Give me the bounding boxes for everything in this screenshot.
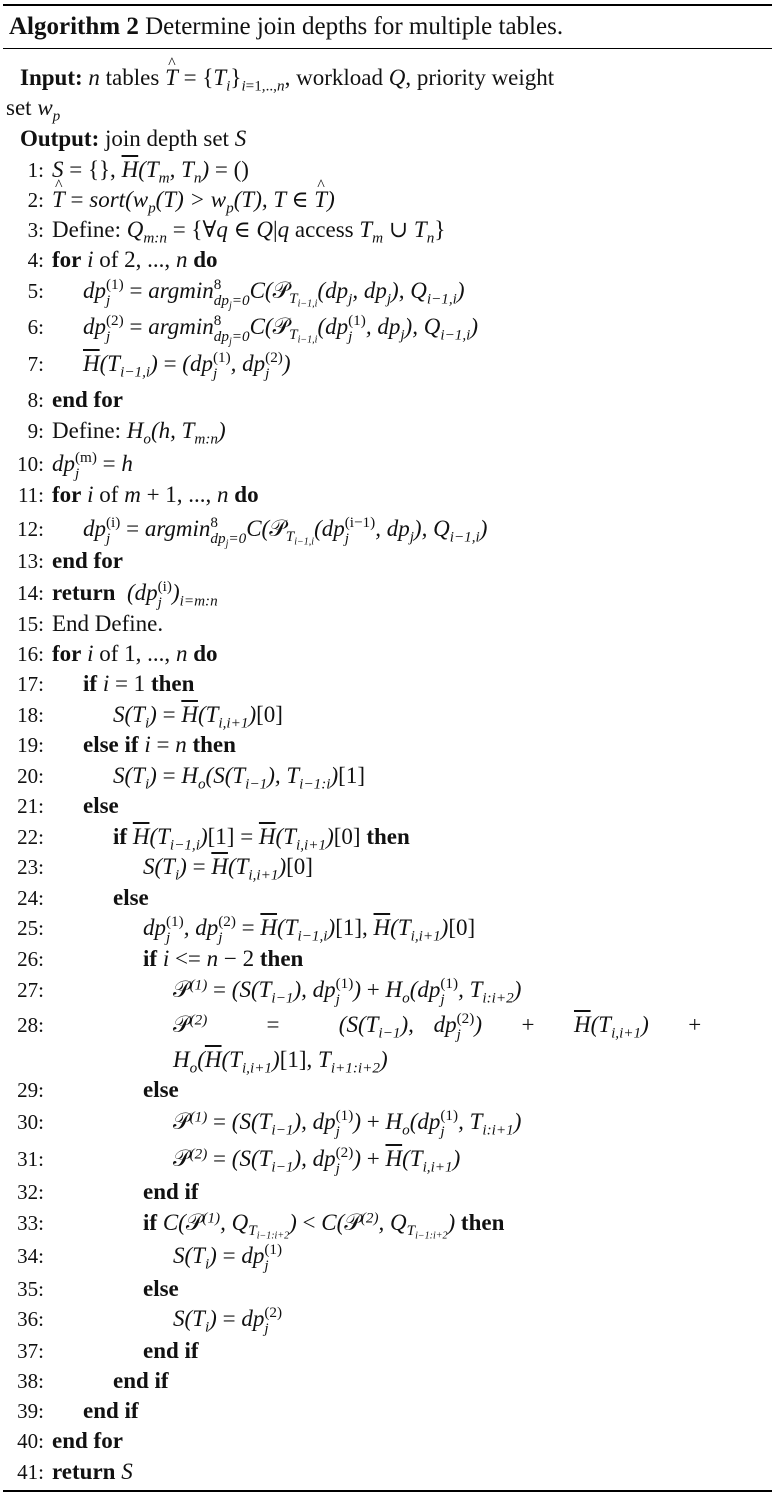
line-number: 14: <box>17 581 44 605</box>
line-number: 6: <box>27 315 44 339</box>
algo-line-14 <box>3 578 772 612</box>
algo-line-12 <box>3 514 772 550</box>
line-text: if $\overline{H}(T_{i-1,i})[1] = \overline{H}(T_{i,i+1})[0]$ then <box>113 824 410 854</box>
algo-line-16 <box>3 639 772 669</box>
line-text: Define: $Q_{m:n}$ = {∀q ∈ Q|q access $T_m$ ∪ $T_n$} <box>52 217 446 247</box>
line-text: $S(T_i)$ = dp (2) j <box>173 1304 283 1338</box>
line-number: 19: <box>17 733 44 757</box>
line-number: 39: <box>17 1399 44 1423</box>
line-text: $S(T_i) = \overline{H}(T_{i,i+1})[0]$ <box>143 854 313 884</box>
line-text: dp (i) j = argmin 8 $dp_j=0$ C(𝒫$_{T_{i-1,i}}$(dp (i−1) j , $dp_j$), $Q_{i-1,i}$) <box>83 514 488 550</box>
line-number: 24: <box>17 886 44 910</box>
line-number: 9: <box>27 419 44 443</box>
line-text: end for <box>52 1428 123 1453</box>
algo-line-13 <box>3 546 772 576</box>
line-text: 𝒫$^{(1)}$ = ($S(T_{i-1})$, dp (1) j ) + $H_o(dp$ (1) j , $T_{i:i+1}$) <box>173 1107 522 1141</box>
algo-line-32 <box>3 1177 772 1207</box>
line-number: 33: <box>17 1211 44 1235</box>
input-line <box>3 63 772 93</box>
algo-line-33 <box>3 1208 772 1242</box>
line-number: 1: <box>27 158 44 182</box>
line-number: 3: <box>27 218 44 242</box>
algo-line-11 <box>3 480 772 510</box>
line-number: 30: <box>17 1110 44 1134</box>
algo-line-27 <box>3 975 772 1009</box>
output-line <box>3 124 772 154</box>
algorithm-block <box>3 4 772 1492</box>
algo-line-15 <box>3 609 772 639</box>
algo-line-26 <box>3 944 772 974</box>
line-number: 21: <box>17 794 44 818</box>
algo-line-1 <box>3 155 772 185</box>
line-text: else <box>143 1276 179 1301</box>
algo-line-10 <box>3 449 772 483</box>
algorithm-label: Algorithm 2 <box>9 13 139 40</box>
line-text: else <box>83 793 119 818</box>
line-number: 31: <box>17 1147 44 1171</box>
algo-line-28-cont <box>3 1045 772 1075</box>
line-number: 11: <box>17 483 44 507</box>
algo-line-38 <box>3 1366 772 1396</box>
line-number: 17: <box>17 672 44 696</box>
algo-line-2 <box>3 185 772 215</box>
algo-line-28 <box>3 1010 772 1044</box>
line-text: for i of 1, ..., n do <box>52 641 218 666</box>
line-text: 𝒫$^{(2)}$ = ($S(T_{i-1})$, dp (2) j ) + $\overline{H}(T_{i,i+1})$ <box>173 1144 461 1178</box>
line-number: 4: <box>27 248 44 272</box>
algo-line-3 <box>3 215 772 245</box>
line-text: end for <box>52 387 123 412</box>
algo-line-24 <box>3 883 772 913</box>
algo-line-8 <box>3 385 772 415</box>
line-text: end if <box>143 1338 199 1363</box>
line-number: 29: <box>17 1078 44 1102</box>
line-number: 7: <box>27 352 44 376</box>
algo-line-22 <box>3 822 772 852</box>
algo-line-25 <box>3 913 772 947</box>
line-text: dp (1) j , dp (2) j = $\overline{H}(T_{i-1,i})[1]$, $\overline{H}(T_{i,i+1})[0]$ <box>143 913 476 947</box>
algo-line-5 <box>3 276 772 312</box>
line-text: dp (1) j = argmin 8 $dp_j=0$ $C(𝒫_{T_{i-1,i}}(dp_j$, $dp_j$), $Q_{i-1,i}$) <box>83 276 465 312</box>
line-number: 36: <box>17 1307 44 1331</box>
algo-line-6 <box>3 312 772 348</box>
algo-line-7 <box>3 349 772 383</box>
line-number: 2: <box>27 188 44 212</box>
algo-line-41 <box>3 1457 772 1487</box>
input-text: n tables ^ $T = \{T_i\}_{i=1,..,n}$, workload Q, priority weight <box>88 65 554 90</box>
algo-line-29 <box>3 1075 772 1105</box>
algo-line-19 <box>3 730 772 760</box>
line-number: 41: <box>17 1460 44 1484</box>
line-number: 20: <box>17 764 44 788</box>
input-text-cont: set $w_p$ <box>6 95 61 125</box>
algo-line-30 <box>3 1107 772 1141</box>
line-text: 𝒫$^{(1)}$ = ($S(T_{i-1})$, dp (1) j ) + $H_o(dp$ (1) j , $T_{i:i+2}$) <box>173 975 522 1009</box>
algo-line-35 <box>3 1274 772 1304</box>
line-text: return (dp (i) j )$_{i=m:n}$ <box>52 578 218 612</box>
line-text: $S(T_i)$ = dp (1) j <box>173 1241 283 1275</box>
line-number: 37: <box>17 1339 44 1363</box>
line-number: 34: <box>17 1244 44 1268</box>
input-label: Input: <box>20 65 83 90</box>
algo-line-9 <box>3 416 772 446</box>
line-text: $\overline{H}(T_{i-1,i}) = (dp$ (1) j , dp (2) j ) <box>83 349 291 383</box>
algo-line-18 <box>3 700 772 730</box>
line-text: if C(𝒫$^{(1)}$, $Q_{T_{i-1:i+2}}$) < C(𝒫$^{(2)}$, $Q_{T_{i-1:i+2}}$) then <box>143 1209 505 1242</box>
line-text: for i of 2, ..., n do <box>52 247 218 272</box>
line-number: 15: <box>17 612 44 636</box>
line-text: else if i = n then <box>83 732 236 757</box>
output-text: join depth set S <box>105 126 247 151</box>
algorithm-body <box>3 49 772 1490</box>
line-text: return S <box>52 1459 133 1484</box>
line-text: End Define. <box>52 611 164 636</box>
line-text: end if <box>83 1398 139 1423</box>
line-number: 35: <box>17 1277 44 1301</box>
line-text: S = {}, $\overline{H}(T_m$, $T_n$) = () <box>52 157 249 187</box>
line-text: Define: $H_o(h$, $T_{m:n}$) <box>52 418 226 448</box>
algorithm-title: Determine join depths for multiple tables. <box>145 13 564 40</box>
line-text: if i = 1 then <box>83 671 195 696</box>
line-text: 𝒫$^{(2)}$ = ($S(T_{i-1})$, dp (2) j ) + $\overline{H}(T_{i,i+1})$ + <box>173 1010 702 1044</box>
line-text: dp (2) j = argmin 8 $dp_j=0$ C(𝒫$_{T_{i-1,i}}$(dp (1) j , $dp_j$), $Q_{i-1,i}$) <box>83 312 479 348</box>
output-label: Output: <box>20 126 100 151</box>
algo-line-34 <box>3 1241 772 1275</box>
line-number: 8: <box>27 388 44 412</box>
line-number: 13: <box>17 549 44 573</box>
line-text: else <box>143 1077 179 1102</box>
line-text: end for <box>52 548 123 573</box>
line-number: 23: <box>17 855 44 879</box>
algo-line-39 <box>3 1396 772 1426</box>
line-text: $S(T_i) = H_o(S(T_{i-1})$, $T_{i-1:i})[1]$ <box>113 763 365 793</box>
line-number: 18: <box>17 703 44 727</box>
line-number: 5: <box>27 279 44 303</box>
line-number: 12: <box>17 517 44 541</box>
line-text: dp (m) j = h <box>52 449 133 483</box>
algo-line-4 <box>3 245 772 275</box>
algo-line-40 <box>3 1426 772 1456</box>
line-number: 32: <box>17 1180 44 1204</box>
line-number: 16: <box>17 642 44 666</box>
line-text: $S(T_i) = \overline{H}(T_{i,i+1})[0]$ <box>113 702 283 732</box>
line-text-cont: $H_o(\overline{H}(T_{i,i+1})[1]$, $T_{i+1:i+2}$) <box>173 1047 388 1077</box>
algo-line-17 <box>3 669 772 699</box>
line-text: end if <box>113 1368 169 1393</box>
line-text: end if <box>143 1179 199 1204</box>
line-text: ^ $T = sort(w_p(T) > w_p(T)$, T ∈ ^ T) <box>52 185 335 215</box>
line-text: if i <= n − 2 then <box>143 946 304 971</box>
algo-line-21 <box>3 791 772 821</box>
line-number: 10: <box>17 452 44 476</box>
line-number: 38: <box>17 1369 44 1393</box>
line-number: 28: <box>17 1013 44 1037</box>
algo-line-23 <box>3 852 772 882</box>
line-number: 22: <box>17 825 44 849</box>
line-text: else <box>113 885 149 910</box>
input-line-cont <box>3 93 772 123</box>
line-number: 40: <box>17 1429 44 1453</box>
algo-line-36 <box>3 1304 772 1338</box>
line-number: 26: <box>17 947 44 971</box>
line-number: 27: <box>17 978 44 1002</box>
algo-line-37 <box>3 1336 772 1366</box>
algo-line-31 <box>3 1144 772 1178</box>
algo-line-20 <box>3 761 772 791</box>
line-number: 25: <box>17 916 44 940</box>
algorithm-header <box>3 6 772 49</box>
line-text: for i of m + 1, ..., n do <box>52 482 259 507</box>
